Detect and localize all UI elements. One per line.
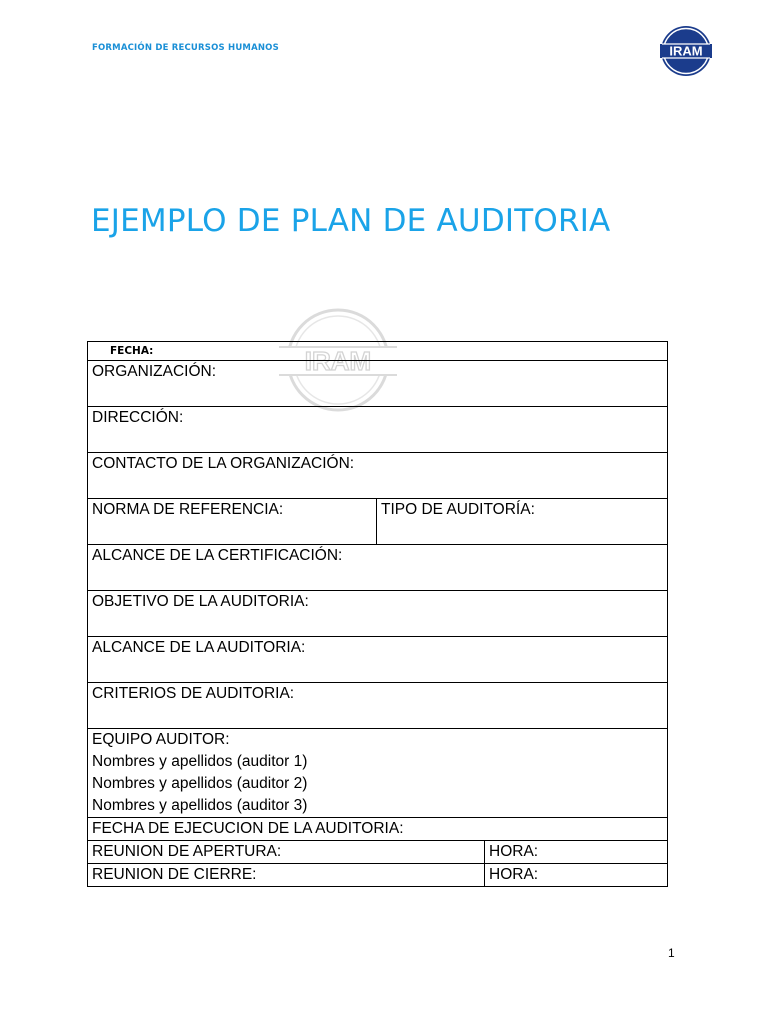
auditor-1: Nombres y apellidos (auditor 1): [92, 753, 308, 770]
fecha-ejecucion-field[interactable]: FECHA DE EJECUCION DE LA AUDITORIA:: [88, 818, 668, 841]
page-number: 1: [668, 946, 675, 960]
auditor-3: Nombres y apellidos (auditor 3): [92, 797, 308, 814]
organizacion-field[interactable]: ORGANIZACIÓN:: [88, 361, 668, 407]
direccion-field[interactable]: DIRECCIÓN:: [88, 407, 668, 453]
iram-logo: [660, 25, 712, 77]
fecha-field[interactable]: FECHA:: [88, 342, 668, 361]
reunion-apertura-field[interactable]: REUNION DE APERTURA:: [88, 841, 485, 864]
contacto-field[interactable]: CONTACTO DE LA ORGANIZACIÓN:: [88, 453, 668, 499]
page-title: EJEMPLO DE PLAN DE AUDITORIA: [91, 203, 611, 239]
hora-cierre-field[interactable]: HORA:: [485, 864, 668, 887]
svg-text:IRAM: IRAM: [304, 346, 372, 376]
alcance-auditoria-field[interactable]: ALCANCE DE LA AUDITORIA:: [88, 637, 668, 683]
header-org-label: FORMACIÓN DE RECURSOS HUMANOS: [92, 43, 279, 53]
equipo-label: EQUIPO AUDITOR:: [92, 731, 230, 748]
hora-apertura-field[interactable]: HORA:: [485, 841, 668, 864]
alcance-certificacion-field[interactable]: ALCANCE DE LA CERTIFICACIÓN:: [88, 545, 668, 591]
audit-plan-form: [87, 341, 668, 887]
norma-field[interactable]: NORMA DE REFERENCIA:: [88, 499, 377, 545]
tipo-auditoria-field[interactable]: TIPO DE AUDITORÍA:: [377, 499, 668, 545]
equipo-auditor-field[interactable]: [88, 729, 668, 818]
reunion-cierre-field[interactable]: REUNION DE CIERRE:: [88, 864, 485, 887]
criterios-field[interactable]: CRITERIOS DE AUDITORIA:: [88, 683, 668, 729]
objetivo-field[interactable]: OBJETIVO DE LA AUDITORIA:: [88, 591, 668, 637]
auditor-2: Nombres y apellidos (auditor 2): [92, 775, 308, 792]
svg-text:IRAM: IRAM: [669, 43, 703, 59]
